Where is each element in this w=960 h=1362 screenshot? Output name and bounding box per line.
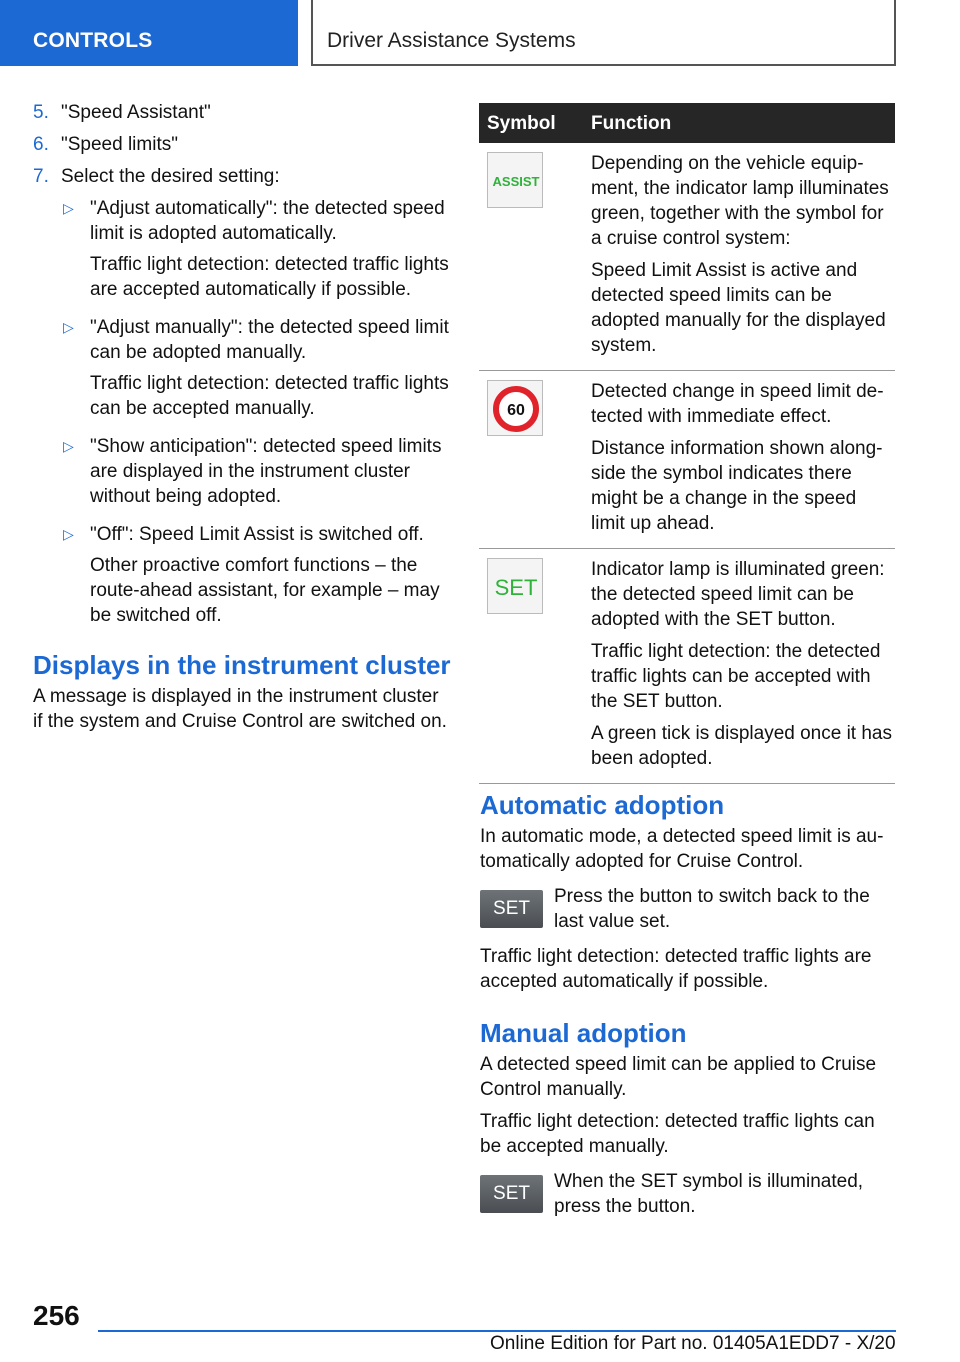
symbol-text: 60: [507, 402, 525, 419]
function-text: Depending on the vehicle equipment, the indicator lamp illuminates green, together with the symbol for a cruise control system:: [591, 153, 889, 249]
manual-adoption-heading: Manual adoption: [480, 1018, 687, 1048]
manual-adoption-note: Traffic light detection: detected traffic lights can be accepted manually.: [480, 1111, 875, 1157]
automatic-adoption-note: Traffic light detection: detected traffic lights are accepted automatically if possible.: [480, 946, 872, 992]
list-item: [33, 434, 453, 509]
setting-subtext: Traffic light detection: detected traffic lights are accepted automatically if possible.: [90, 254, 449, 300]
bullet-triangle-icon: ▷: [63, 438, 74, 454]
list-item: [33, 522, 453, 547]
displays-body: A message is displayed in the instrument cluster if the system and Cruise Control are switched on.: [33, 686, 447, 732]
manual-adoption-body: A detected speed limit can be applied to Cruise Control manually.: [480, 1054, 877, 1100]
section-label: CONTROLS: [33, 29, 153, 52]
symbol-table: [479, 103, 895, 784]
step-item: [33, 100, 453, 125]
setting-text: "Adjust automatically": the detected speed limit is adopted automatically.: [90, 198, 445, 244]
section-tab: [0, 0, 298, 66]
list-item: [33, 196, 453, 246]
function-cell: [591, 371, 895, 548]
right-column: [480, 790, 896, 1229]
set-button-instruction: [480, 1169, 896, 1229]
function-text: Distance information shown alongside the symbol indicates there might be a change in the speed limit up ahead.: [591, 438, 883, 534]
chapter-title-box: [311, 0, 896, 66]
step-number: 7.: [33, 166, 49, 187]
function-text: Traffic light detection: the detected traffic lights can be accepted with the SET button.: [591, 641, 881, 712]
table-row: [479, 549, 895, 784]
automatic-adoption-heading: Automatic adoption: [480, 790, 725, 820]
set-button-icon: SET: [480, 890, 543, 928]
set-indicator-icon: [487, 558, 543, 614]
step-text: Select the desired setting:: [61, 166, 280, 187]
edition-text: Online Edition for Part no. 01405A1EDD7 - X/20: [490, 1333, 896, 1354]
function-cell: [591, 549, 895, 783]
displays-heading: Displays in the instrument cluster: [33, 650, 451, 680]
step-number: 6.: [33, 134, 49, 155]
page-header: [0, 0, 960, 66]
bullet-triangle-icon: ▷: [63, 526, 74, 542]
step-text: "Speed limits": [61, 134, 178, 155]
set-button-instruction: [480, 884, 896, 944]
setting-subtext: Traffic light detection: detected traffic lights can be accepted manually.: [90, 373, 449, 419]
setting-text: "Off": Speed Limit Assist is switched off.: [90, 524, 424, 545]
button-instruction-text: Press the button to switch back to the last value set.: [554, 886, 870, 932]
table-row: [479, 371, 895, 549]
setting-text: "Adjust manually": the detected speed limit can be adopted manually.: [90, 317, 449, 363]
step-text: "Speed Assistant": [61, 102, 211, 123]
function-text: Speed Limit Assist is active and detected speed limits can be adopted manually for the displayed system.: [591, 260, 886, 356]
button-instruction-text: When the SET symbol is illuminated, press the button.: [554, 1171, 864, 1217]
assist-indicator-icon: [487, 152, 543, 208]
function-text: Detected change in speed limit detected with immediate effect.: [591, 381, 884, 427]
automatic-adoption-body: In automatic mode, a detected speed limit is automatically adopted for Cruise Control.: [480, 826, 884, 872]
bullet-triangle-icon: ▷: [63, 319, 74, 335]
function-text: A green tick is displayed once it has been adopted.: [591, 723, 893, 769]
setting-text: "Show anticipation": detected speed limits are displayed in the instrument cluster without being adopted.: [90, 436, 442, 507]
left-column: [33, 100, 453, 734]
step-item: [33, 132, 453, 157]
column-header-function: Function: [591, 113, 672, 134]
chapter-title: Driver Assistance Systems: [327, 29, 576, 52]
table-header: [479, 103, 895, 143]
list-item: [33, 315, 453, 365]
page-number: 256: [33, 1300, 80, 1331]
function-cell: [591, 143, 895, 370]
symbol-text: SET: [494, 575, 538, 600]
step-item: [33, 164, 453, 189]
function-text: Indicator lamp is illuminated green: the detected speed limit can be adopted with the SET button.: [591, 559, 885, 630]
step-number: 5.: [33, 102, 49, 123]
setting-subtext: Other proactive comfort functions – the route-ahead assistant, for example – may be switched off.: [90, 555, 440, 626]
symbol-text: ASSIST: [492, 174, 540, 189]
footer-rule: [98, 1330, 896, 1332]
set-button-icon: SET: [480, 1175, 543, 1213]
speed-limit-sign-icon: [487, 380, 543, 436]
column-header-symbol: Symbol: [487, 113, 556, 134]
table-row: [479, 143, 895, 371]
bullet-triangle-icon: ▷: [63, 200, 74, 216]
settings-list: [33, 196, 453, 628]
